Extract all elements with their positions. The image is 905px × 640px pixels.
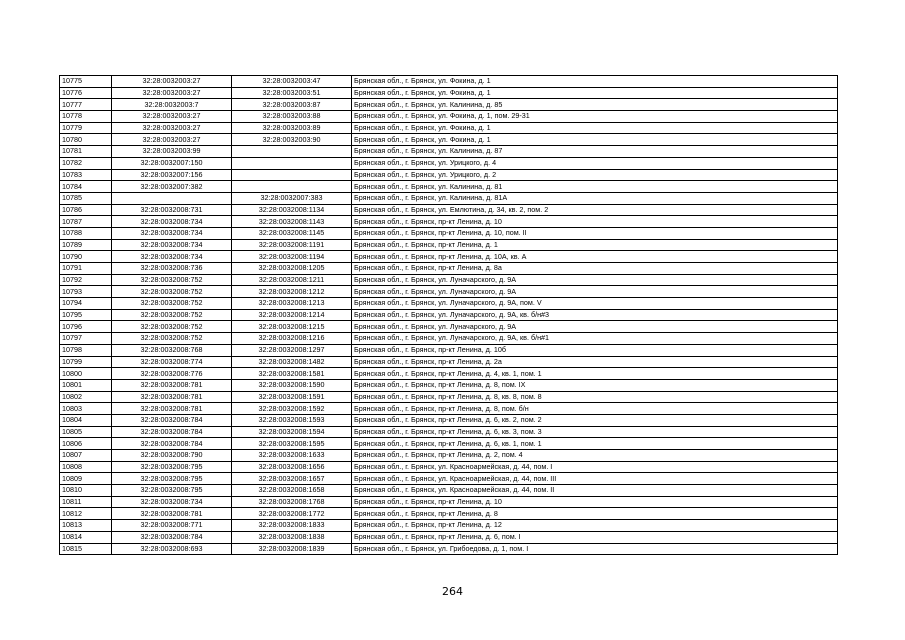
parent-cadastral-number-cell: 32:28:0032003:27 xyxy=(112,134,232,146)
row-number-cell: 10796 xyxy=(60,321,112,333)
table-row xyxy=(60,216,838,228)
row-number-cell: 10781 xyxy=(60,146,112,158)
table-row xyxy=(60,181,838,193)
cadastral-number-cell: 32:28:0032008:1211 xyxy=(232,274,352,286)
table-row xyxy=(60,298,838,310)
row-number-cell: 10804 xyxy=(60,414,112,426)
table-row xyxy=(60,192,838,204)
table-row xyxy=(60,321,838,333)
parent-cadastral-number-cell: 32:28:0032008:781 xyxy=(112,508,232,520)
parent-cadastral-number-cell: 32:28:0032008:774 xyxy=(112,356,232,368)
cadastral-number-cell: 32:28:0032008:1215 xyxy=(232,321,352,333)
row-number-cell: 10787 xyxy=(60,216,112,228)
table-row xyxy=(60,134,838,146)
parent-cadastral-number-cell: 32:28:0032008:795 xyxy=(112,473,232,485)
table-row xyxy=(60,227,838,239)
address-cell: Брянская обл., г. Брянск, пр-кт Ленина, д. 10 xyxy=(352,216,838,228)
cadastral-number-cell: 32:28:0032007:383 xyxy=(232,192,352,204)
table-row xyxy=(60,520,838,532)
table-row xyxy=(60,169,838,181)
address-cell: Брянская обл., г. Брянск, пр-кт Ленина, д. 10 xyxy=(352,496,838,508)
table-row xyxy=(60,239,838,251)
address-cell: Брянская обл., г. Брянск, ул. Урицкого, д. 4 xyxy=(352,157,838,169)
cadastral-number-cell: 32:28:0032008:1482 xyxy=(232,356,352,368)
row-number-cell: 10800 xyxy=(60,368,112,380)
row-number-cell: 10786 xyxy=(60,204,112,216)
row-number-cell: 10798 xyxy=(60,344,112,356)
parent-cadastral-number-cell: 32:28:0032008:781 xyxy=(112,379,232,391)
address-cell: Брянская обл., г. Брянск, пр-кт Ленина, д. 10, пом. II xyxy=(352,227,838,239)
cadastral-number-cell: 32:28:0032008:1658 xyxy=(232,485,352,497)
cadastral-number-cell: 32:28:0032008:1134 xyxy=(232,204,352,216)
row-number-cell: 10797 xyxy=(60,333,112,345)
row-number-cell: 10810 xyxy=(60,485,112,497)
cadastral-number-cell xyxy=(232,181,352,193)
cadastral-number-cell: 32:28:0032008:1833 xyxy=(232,520,352,532)
row-number-cell: 10783 xyxy=(60,169,112,181)
table-row xyxy=(60,111,838,123)
row-number-cell: 10813 xyxy=(60,520,112,532)
row-number-cell: 10809 xyxy=(60,473,112,485)
row-number-cell: 10812 xyxy=(60,508,112,520)
parent-cadastral-number-cell: 32:28:0032008:734 xyxy=(112,216,232,228)
cadastral-number-cell: 32:28:0032008:1593 xyxy=(232,414,352,426)
parent-cadastral-number-cell: 32:28:0032003:27 xyxy=(112,87,232,99)
table-row xyxy=(60,414,838,426)
table-row xyxy=(60,496,838,508)
row-number-cell: 10785 xyxy=(60,192,112,204)
parent-cadastral-number-cell: 32:28:0032008:781 xyxy=(112,403,232,415)
address-cell: Брянская обл., г. Брянск, ул. Емлютина, д. 34, кв. 2, пом. 2 xyxy=(352,204,838,216)
table-row xyxy=(60,461,838,473)
cadastral-number-cell: 32:28:0032008:1297 xyxy=(232,344,352,356)
cadastral-number-cell: 32:28:0032008:1772 xyxy=(232,508,352,520)
address-cell: Брянская обл., г. Брянск, пр-кт Ленина, д. 6, кв. 1, пом. 1 xyxy=(352,438,838,450)
address-cell: Брянская обл., г. Брянск, ул. Калинина, д. 85 xyxy=(352,99,838,111)
address-cell: Брянская обл., г. Брянск, ул. Луначарского, д. 9А xyxy=(352,274,838,286)
row-number-cell: 10808 xyxy=(60,461,112,473)
cadastral-number-cell: 32:28:0032008:1595 xyxy=(232,438,352,450)
cadastral-number-cell: 32:28:0032008:1590 xyxy=(232,379,352,391)
cadastral-number-cell: 32:28:0032008:1768 xyxy=(232,496,352,508)
parent-cadastral-number-cell: 32:28:0032007:156 xyxy=(112,169,232,181)
table-row xyxy=(60,508,838,520)
parent-cadastral-number-cell: 32:28:0032008:752 xyxy=(112,309,232,321)
cadastral-number-cell: 32:28:0032003:51 xyxy=(232,87,352,99)
parent-cadastral-number-cell: 32:28:0032008:781 xyxy=(112,391,232,403)
row-number-cell: 10782 xyxy=(60,157,112,169)
cadastral-number-cell: 32:28:0032003:88 xyxy=(232,111,352,123)
parent-cadastral-number-cell: 32:28:0032008:752 xyxy=(112,274,232,286)
address-cell: Брянская обл., г. Брянск, пр-кт Ленина, д. 8, пом. б/н xyxy=(352,403,838,415)
address-cell: Брянская обл., г. Брянск, ул. Калинина, д. 81А xyxy=(352,192,838,204)
cadastral-number-cell: 32:28:0032008:1213 xyxy=(232,298,352,310)
address-cell: Брянская обл., г. Брянск, пр-кт Ленина, д. 10б xyxy=(352,344,838,356)
parent-cadastral-number-cell: 32:28:0032008:776 xyxy=(112,368,232,380)
address-cell: Брянская обл., г. Брянск, ул. Фокина, д. 1 xyxy=(352,122,838,134)
address-cell: Брянская обл., г. Брянск, пр-кт Ленина, д. 2а xyxy=(352,356,838,368)
address-cell: Брянская обл., г. Брянск, пр-кт Ленина, д. 8 xyxy=(352,508,838,520)
address-cell: Брянская обл., г. Брянск, пр-кт Ленина, д. 8, кв. 8, пом. 8 xyxy=(352,391,838,403)
row-number-cell: 10789 xyxy=(60,239,112,251)
row-number-cell: 10784 xyxy=(60,181,112,193)
cadastral-number-cell: 32:28:0032008:1656 xyxy=(232,461,352,473)
cadastral-number-cell: 32:28:0032008:1633 xyxy=(232,450,352,462)
row-number-cell: 10806 xyxy=(60,438,112,450)
parent-cadastral-number-cell: 32:28:0032008:693 xyxy=(112,543,232,555)
cadastral-number-cell: 32:28:0032003:87 xyxy=(232,99,352,111)
parent-cadastral-number-cell: 32:28:0032007:150 xyxy=(112,157,232,169)
row-number-cell: 10799 xyxy=(60,356,112,368)
cadastral-number-cell xyxy=(232,157,352,169)
address-cell: Брянская обл., г. Брянск, пр-кт Ленина, д. 6, кв. 2, пом. 2 xyxy=(352,414,838,426)
table-row xyxy=(60,426,838,438)
table-row xyxy=(60,263,838,275)
table-row xyxy=(60,379,838,391)
table-row xyxy=(60,146,838,158)
address-cell: Брянская обл., г. Брянск, пр-кт Ленина, д. 6, пом. I xyxy=(352,531,838,543)
table-row xyxy=(60,99,838,111)
parent-cadastral-number-cell: 32:28:0032008:731 xyxy=(112,204,232,216)
cadastral-number-cell: 32:28:0032003:90 xyxy=(232,134,352,146)
table-row xyxy=(60,157,838,169)
cadastral-number-cell: 32:28:0032008:1205 xyxy=(232,263,352,275)
table-row xyxy=(60,251,838,263)
address-cell: Брянская обл., г. Брянск, ул. Луначарского, д. 9А, кв. б/н#1 xyxy=(352,333,838,345)
address-cell: Брянская обл., г. Брянск, пр-кт Ленина, д. 4, кв. 1, пом. 1 xyxy=(352,368,838,380)
cadastral-number-cell: 32:28:0032008:1591 xyxy=(232,391,352,403)
row-number-cell: 10793 xyxy=(60,286,112,298)
parent-cadastral-number-cell: 32:28:0032008:784 xyxy=(112,414,232,426)
cadastral-number-cell xyxy=(232,146,352,158)
table-row xyxy=(60,450,838,462)
address-cell: Брянская обл., г. Брянск, ул. Луначарского, д. 9А xyxy=(352,321,838,333)
table-row xyxy=(60,286,838,298)
row-number-cell: 10807 xyxy=(60,450,112,462)
address-cell: Брянская обл., г. Брянск, ул. Грибоедова, д. 1, пом. I xyxy=(352,543,838,555)
table-row xyxy=(60,274,838,286)
table-row xyxy=(60,309,838,321)
parent-cadastral-number-cell: 32:28:0032003:99 xyxy=(112,146,232,158)
address-cell: Брянская обл., г. Брянск, ул. Красноармейская, д. 44, пом. I xyxy=(352,461,838,473)
row-number-cell: 10811 xyxy=(60,496,112,508)
row-number-cell: 10794 xyxy=(60,298,112,310)
parent-cadastral-number-cell: 32:28:0032003:27 xyxy=(112,76,232,88)
cadastral-number-cell: 32:28:0032008:1212 xyxy=(232,286,352,298)
cadastral-number-cell: 32:28:0032008:1194 xyxy=(232,251,352,263)
cadastral-number-cell: 32:28:0032008:1594 xyxy=(232,426,352,438)
address-cell: Брянская обл., г. Брянск, пр-кт Ленина, д. 2, пом. 4 xyxy=(352,450,838,462)
cadastral-number-cell: 32:28:0032008:1592 xyxy=(232,403,352,415)
parent-cadastral-number-cell: 32:28:0032008:790 xyxy=(112,450,232,462)
parent-cadastral-number-cell: 32:28:0032008:734 xyxy=(112,227,232,239)
address-cell: Брянская обл., г. Брянск, ул. Фокина, д. 1 xyxy=(352,76,838,88)
table-row xyxy=(60,473,838,485)
table-row xyxy=(60,368,838,380)
table-row xyxy=(60,543,838,555)
address-cell: Брянская обл., г. Брянск, пр-кт Ленина, д. 8а xyxy=(352,263,838,275)
parent-cadastral-number-cell: 32:28:0032008:784 xyxy=(112,438,232,450)
address-cell: Брянская обл., г. Брянск, ул. Луначарского, д. 9А xyxy=(352,286,838,298)
address-cell: Брянская обл., г. Брянск, ул. Калинина, д. 81 xyxy=(352,181,838,193)
parent-cadastral-number-cell: 32:28:0032003:27 xyxy=(112,111,232,123)
table-row xyxy=(60,438,838,450)
parent-cadastral-number-cell: 32:28:0032008:752 xyxy=(112,321,232,333)
parent-cadastral-number-cell: 32:28:0032008:752 xyxy=(112,333,232,345)
cadastral-number-cell xyxy=(232,169,352,181)
row-number-cell: 10802 xyxy=(60,391,112,403)
table-row xyxy=(60,344,838,356)
address-cell: Брянская обл., г. Брянск, ул. Фокина, д. 1, пом. 29-31 xyxy=(352,111,838,123)
row-number-cell: 10814 xyxy=(60,531,112,543)
address-cell: Брянская обл., г. Брянск, пр-кт Ленина, д. 8, пом. IX xyxy=(352,379,838,391)
address-cell: Брянская обл., г. Брянск, ул. Фокина, д. 1 xyxy=(352,87,838,99)
table-row xyxy=(60,391,838,403)
parent-cadastral-number-cell: 32:28:0032008:771 xyxy=(112,520,232,532)
table-row xyxy=(60,204,838,216)
parent-cadastral-number-cell: 32:28:0032008:795 xyxy=(112,485,232,497)
parent-cadastral-number-cell: 32:28:0032003:27 xyxy=(112,122,232,134)
row-number-cell: 10790 xyxy=(60,251,112,263)
row-number-cell: 10779 xyxy=(60,122,112,134)
address-cell: Брянская обл., г. Брянск, пр-кт Ленина, д. 10А, кв. А xyxy=(352,251,838,263)
parent-cadastral-number-cell: 32:28:0032008:734 xyxy=(112,239,232,251)
row-number-cell: 10780 xyxy=(60,134,112,146)
address-cell: Брянская обл., г. Брянск, пр-кт Ленина, д. 6, кв. 3, пом. 3 xyxy=(352,426,838,438)
row-number-cell: 10788 xyxy=(60,227,112,239)
cadastral-number-cell: 32:28:0032008:1838 xyxy=(232,531,352,543)
address-cell: Брянская обл., г. Брянск, пр-кт Ленина, д. 12 xyxy=(352,520,838,532)
cadastral-number-cell: 32:28:0032003:47 xyxy=(232,76,352,88)
cadastral-number-cell: 32:28:0032008:1839 xyxy=(232,543,352,555)
table-row xyxy=(60,87,838,99)
table-body xyxy=(60,76,838,555)
property-registry-table xyxy=(59,75,838,555)
address-cell: Брянская обл., г. Брянск, пр-кт Ленина, д. 1 xyxy=(352,239,838,251)
table-row xyxy=(60,122,838,134)
cadastral-number-cell: 32:28:0032003:89 xyxy=(232,122,352,134)
parent-cadastral-number-cell: 32:28:0032008:734 xyxy=(112,496,232,508)
parent-cadastral-number-cell: 32:28:0032007:382 xyxy=(112,181,232,193)
address-cell: Брянская обл., г. Брянск, ул. Луначарского, д. 9А, кв. б/н#3 xyxy=(352,309,838,321)
table-row xyxy=(60,76,838,88)
cadastral-number-cell: 32:28:0032008:1657 xyxy=(232,473,352,485)
parent-cadastral-number-cell: 32:28:0032008:736 xyxy=(112,263,232,275)
parent-cadastral-number-cell xyxy=(112,192,232,204)
row-number-cell: 10792 xyxy=(60,274,112,286)
cadastral-number-cell: 32:28:0032008:1191 xyxy=(232,239,352,251)
row-number-cell: 10776 xyxy=(60,87,112,99)
table-row xyxy=(60,356,838,368)
address-cell: Брянская обл., г. Брянск, ул. Урицкого, д. 2 xyxy=(352,169,838,181)
cadastral-number-cell: 32:28:0032008:1214 xyxy=(232,309,352,321)
page-number: 264 xyxy=(442,585,463,598)
cadastral-number-cell: 32:28:0032008:1216 xyxy=(232,333,352,345)
parent-cadastral-number-cell: 32:28:0032008:734 xyxy=(112,251,232,263)
row-number-cell: 10775 xyxy=(60,76,112,88)
parent-cadastral-number-cell: 32:28:0032008:795 xyxy=(112,461,232,473)
row-number-cell: 10803 xyxy=(60,403,112,415)
table-row xyxy=(60,333,838,345)
row-number-cell: 10801 xyxy=(60,379,112,391)
row-number-cell: 10777 xyxy=(60,99,112,111)
cadastral-number-cell: 32:28:0032008:1143 xyxy=(232,216,352,228)
parent-cadastral-number-cell: 32:28:0032008:752 xyxy=(112,286,232,298)
parent-cadastral-number-cell: 32:28:0032008:768 xyxy=(112,344,232,356)
cadastral-number-cell: 32:28:0032008:1581 xyxy=(232,368,352,380)
address-cell: Брянская обл., г. Брянск, ул. Луначарского, д. 9А, пом. V xyxy=(352,298,838,310)
address-cell: Брянская обл., г. Брянск, ул. Калинина, д. 87 xyxy=(352,146,838,158)
cadastral-number-cell: 32:28:0032008:1145 xyxy=(232,227,352,239)
table-row xyxy=(60,403,838,415)
parent-cadastral-number-cell: 32:28:0032008:784 xyxy=(112,426,232,438)
address-cell: Брянская обл., г. Брянск, ул. Фокина, д. 1 xyxy=(352,134,838,146)
row-number-cell: 10795 xyxy=(60,309,112,321)
row-number-cell: 10791 xyxy=(60,263,112,275)
parent-cadastral-number-cell: 32:28:0032003:7 xyxy=(112,99,232,111)
address-cell: Брянская обл., г. Брянск, ул. Красноармейская, д. 44, пом. II xyxy=(352,485,838,497)
parent-cadastral-number-cell: 32:28:0032008:752 xyxy=(112,298,232,310)
row-number-cell: 10778 xyxy=(60,111,112,123)
table-row xyxy=(60,531,838,543)
parent-cadastral-number-cell: 32:28:0032008:784 xyxy=(112,531,232,543)
row-number-cell: 10815 xyxy=(60,543,112,555)
address-cell: Брянская обл., г. Брянск, ул. Красноармейская, д. 44, пом. III xyxy=(352,473,838,485)
table-row xyxy=(60,485,838,497)
row-number-cell: 10805 xyxy=(60,426,112,438)
